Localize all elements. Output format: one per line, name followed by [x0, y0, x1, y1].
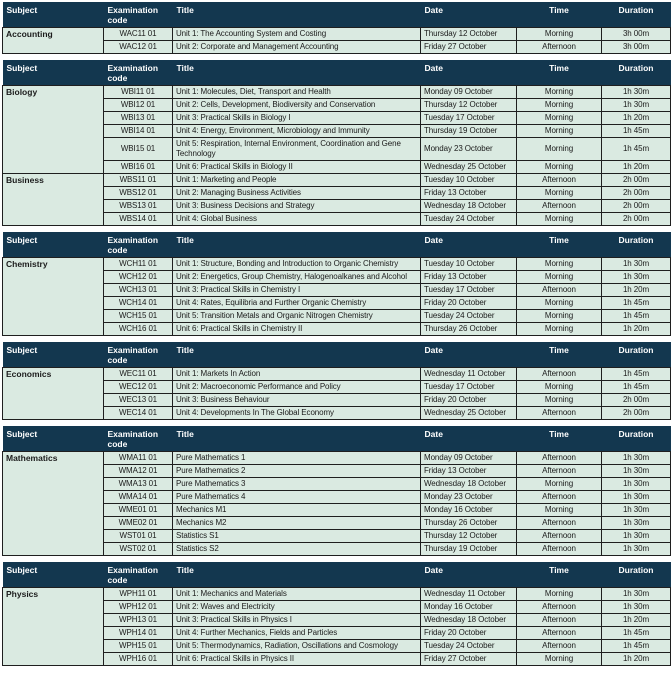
date-cell: Friday 27 October	[421, 653, 517, 666]
column-header-subject: Subject	[3, 2, 104, 28]
date-cell: Monday 23 October	[421, 491, 517, 504]
date-cell: Friday 27 October	[421, 41, 517, 54]
duration-cell: 1h 30m	[602, 491, 671, 504]
title-cell: Unit 1: Molecules, Diet, Transport and Health	[173, 86, 421, 99]
code-cell: WST02 01	[104, 543, 173, 556]
date-cell: Tuesday 17 October	[421, 284, 517, 297]
title-cell: Unit 2: Macroeconomic Performance and Policy	[173, 381, 421, 394]
column-header-date: Date	[421, 562, 517, 588]
exam-row-wac11-01	[3, 28, 671, 41]
column-header-title: Title	[173, 562, 421, 588]
exam-row-wst02-01	[3, 543, 671, 556]
date-cell: Wednesday 18 October	[421, 200, 517, 213]
code-cell: WAC12 01	[104, 41, 173, 54]
code-cell: WME01 01	[104, 504, 173, 517]
code-cell: WCH11 01	[104, 258, 173, 271]
column-header-date: Date	[421, 232, 517, 258]
column-header-title: Title	[173, 426, 421, 452]
column-header-duration: Duration	[602, 232, 671, 258]
time-cell: Afternoon	[517, 200, 602, 213]
column-header-time: Time	[517, 342, 602, 368]
column-header-title: Title	[173, 342, 421, 368]
exam-row-wch11-01	[3, 258, 671, 271]
title-cell: Unit 6: Practical Skills in Biology II	[173, 161, 421, 174]
column-header-duration: Duration	[602, 342, 671, 368]
code-cell: WEC13 01	[104, 394, 173, 407]
time-cell: Morning	[517, 310, 602, 323]
date-cell: Thursday 12 October	[421, 530, 517, 543]
date-cell: Thursday 26 October	[421, 323, 517, 336]
time-cell: Morning	[517, 161, 602, 174]
time-cell: Morning	[517, 28, 602, 41]
column-header-subject: Subject	[3, 232, 104, 258]
code-cell: WCH16 01	[104, 323, 173, 336]
duration-cell: 3h 00m	[602, 28, 671, 41]
column-header-date: Date	[421, 426, 517, 452]
exam-row-wph13-01	[3, 614, 671, 627]
time-cell: Afternoon	[517, 284, 602, 297]
date-cell: Wednesday 25 October	[421, 407, 517, 420]
date-cell: Monday 16 October	[421, 504, 517, 517]
timetable-block-1	[2, 60, 671, 226]
exam-row-wma13-01	[3, 478, 671, 491]
header-row	[3, 342, 671, 368]
duration-cell: 1h 30m	[602, 588, 671, 601]
duration-cell: 1h 30m	[602, 99, 671, 112]
column-header-date: Date	[421, 342, 517, 368]
title-cell: Unit 2: Waves and Electricity	[173, 601, 421, 614]
column-header-duration: Duration	[602, 2, 671, 28]
date-cell: Monday 23 October	[421, 138, 517, 161]
date-cell: Thursday 19 October	[421, 125, 517, 138]
column-header-subject: Subject	[3, 60, 104, 86]
subject-cell-mathematics: Mathematics	[3, 452, 104, 556]
duration-cell: 2h 00m	[602, 200, 671, 213]
column-header-time: Time	[517, 562, 602, 588]
column-header-title: Title	[173, 232, 421, 258]
column-header-date: Date	[421, 2, 517, 28]
exam-row-wph15-01	[3, 640, 671, 653]
code-cell: WBI16 01	[104, 161, 173, 174]
code-cell: WST01 01	[104, 530, 173, 543]
title-cell: Unit 4: Global Business	[173, 213, 421, 226]
code-cell: WBI11 01	[104, 86, 173, 99]
exam-row-wch14-01	[3, 297, 671, 310]
time-cell: Afternoon	[517, 174, 602, 187]
exam-row-wbi13-01	[3, 112, 671, 125]
title-cell: Pure Mathematics 2	[173, 465, 421, 478]
code-cell: WCH15 01	[104, 310, 173, 323]
header-row	[3, 2, 671, 28]
column-header-duration: Duration	[602, 562, 671, 588]
duration-cell: 1h 45m	[602, 627, 671, 640]
date-cell: Wednesday 11 October	[421, 588, 517, 601]
date-cell: Thursday 19 October	[421, 543, 517, 556]
exam-row-wst01-01	[3, 530, 671, 543]
duration-cell: 1h 20m	[602, 112, 671, 125]
title-cell: Unit 4: Energy, Environment, Microbiology and Immunity	[173, 125, 421, 138]
column-header-examination-code: Examination code	[104, 232, 173, 258]
column-header-examination-code: Examination code	[104, 426, 173, 452]
title-cell: Unit 1: Marketing and People	[173, 174, 421, 187]
time-cell: Morning	[517, 653, 602, 666]
exam-row-wma12-01	[3, 465, 671, 478]
exam-row-wph11-01	[3, 588, 671, 601]
duration-cell: 1h 20m	[602, 614, 671, 627]
exam-row-wbs13-01	[3, 200, 671, 213]
title-cell: Unit 4: Developments In The Global Economy	[173, 407, 421, 420]
code-cell: WCH13 01	[104, 284, 173, 297]
title-cell: Unit 3: Practical Skills in Physics I	[173, 614, 421, 627]
duration-cell: 1h 30m	[602, 271, 671, 284]
duration-cell: 1h 30m	[602, 504, 671, 517]
duration-cell: 1h 45m	[602, 368, 671, 381]
duration-cell: 1h 20m	[602, 161, 671, 174]
code-cell: WPH14 01	[104, 627, 173, 640]
timetable-block-5	[2, 562, 671, 666]
title-cell: Unit 5: Thermodynamics, Radiation, Oscillations and Cosmology	[173, 640, 421, 653]
title-cell: Statistics S1	[173, 530, 421, 543]
date-cell: Thursday 26 October	[421, 517, 517, 530]
title-cell: Unit 1: Structure, Bonding and Introduction to Organic Chemistry	[173, 258, 421, 271]
date-cell: Friday 13 October	[421, 465, 517, 478]
time-cell: Afternoon	[517, 41, 602, 54]
column-header-title: Title	[173, 2, 421, 28]
exam-row-wph14-01	[3, 627, 671, 640]
title-cell: Statistics S2	[173, 543, 421, 556]
time-cell: Morning	[517, 86, 602, 99]
time-cell: Afternoon	[517, 627, 602, 640]
date-cell: Monday 09 October	[421, 86, 517, 99]
time-cell: Morning	[517, 187, 602, 200]
code-cell: WBS14 01	[104, 213, 173, 226]
duration-cell: 1h 20m	[602, 653, 671, 666]
code-cell: WBS13 01	[104, 200, 173, 213]
duration-cell: 1h 30m	[602, 452, 671, 465]
title-cell: Pure Mathematics 3	[173, 478, 421, 491]
code-cell: WEC12 01	[104, 381, 173, 394]
time-cell: Morning	[517, 504, 602, 517]
date-cell: Wednesday 11 October	[421, 368, 517, 381]
title-cell: Unit 4: Further Mechanics, Fields and Particles	[173, 627, 421, 640]
time-cell: Morning	[517, 588, 602, 601]
code-cell: WBI13 01	[104, 112, 173, 125]
code-cell: WEC11 01	[104, 368, 173, 381]
time-cell: Morning	[517, 478, 602, 491]
title-cell: Mechanics M1	[173, 504, 421, 517]
code-cell: WMA14 01	[104, 491, 173, 504]
code-cell: WAC11 01	[104, 28, 173, 41]
duration-cell: 1h 45m	[602, 381, 671, 394]
column-header-time: Time	[517, 60, 602, 86]
date-cell: Wednesday 25 October	[421, 161, 517, 174]
column-header-subject: Subject	[3, 426, 104, 452]
column-header-date: Date	[421, 60, 517, 86]
duration-cell: 1h 45m	[602, 640, 671, 653]
exam-row-wch12-01	[3, 271, 671, 284]
title-cell: Unit 2: Energetics, Group Chemistry, Halogenoalkanes and Alcohol	[173, 271, 421, 284]
exam-row-wac12-01	[3, 41, 671, 54]
title-cell: Unit 6: Practical Skills in Chemistry II	[173, 323, 421, 336]
subject-cell-chemistry: Chemistry	[3, 258, 104, 336]
exam-row-wme01-01	[3, 504, 671, 517]
date-cell: Wednesday 18 October	[421, 614, 517, 627]
code-cell: WPH12 01	[104, 601, 173, 614]
column-header-examination-code: Examination code	[104, 342, 173, 368]
duration-cell: 1h 30m	[602, 530, 671, 543]
exam-row-wbs14-01	[3, 213, 671, 226]
subject-cell-physics: Physics	[3, 588, 104, 666]
time-cell: Morning	[517, 381, 602, 394]
time-cell: Afternoon	[517, 517, 602, 530]
column-header-duration: Duration	[602, 60, 671, 86]
code-cell: WCH12 01	[104, 271, 173, 284]
date-cell: Wednesday 18 October	[421, 478, 517, 491]
duration-cell: 1h 30m	[602, 258, 671, 271]
exam-row-wec14-01	[3, 407, 671, 420]
exam-row-wch16-01	[3, 323, 671, 336]
timetable-block-4	[2, 426, 671, 556]
code-cell: WCH14 01	[104, 297, 173, 310]
title-cell: Unit 1: The Accounting System and Costing	[173, 28, 421, 41]
code-cell: WBS11 01	[104, 174, 173, 187]
timetable-block-0	[2, 2, 671, 54]
title-cell: Pure Mathematics 1	[173, 452, 421, 465]
title-cell: Mechanics M2	[173, 517, 421, 530]
duration-cell: 1h 20m	[602, 284, 671, 297]
time-cell: Morning	[517, 258, 602, 271]
time-cell: Afternoon	[517, 601, 602, 614]
code-cell: WPH15 01	[104, 640, 173, 653]
duration-cell: 2h 00m	[602, 174, 671, 187]
exam-row-wph12-01	[3, 601, 671, 614]
code-cell: WPH11 01	[104, 588, 173, 601]
title-cell: Pure Mathematics 4	[173, 491, 421, 504]
column-header-subject: Subject	[3, 342, 104, 368]
code-cell: WMA13 01	[104, 478, 173, 491]
column-header-time: Time	[517, 426, 602, 452]
date-cell: Friday 13 October	[421, 187, 517, 200]
date-cell: Tuesday 24 October	[421, 213, 517, 226]
time-cell: Afternoon	[517, 491, 602, 504]
subject-cell-biology: Biology	[3, 86, 104, 174]
duration-cell: 1h 30m	[602, 517, 671, 530]
column-header-examination-code: Examination code	[104, 60, 173, 86]
date-cell: Tuesday 24 October	[421, 310, 517, 323]
title-cell: Unit 3: Business Decisions and Strategy	[173, 200, 421, 213]
time-cell: Afternoon	[517, 465, 602, 478]
code-cell: WEC14 01	[104, 407, 173, 420]
date-cell: Monday 09 October	[421, 452, 517, 465]
subject-cell-accounting: Accounting	[3, 28, 104, 54]
time-cell: Morning	[517, 394, 602, 407]
time-cell: Afternoon	[517, 530, 602, 543]
title-cell: Unit 5: Respiration, Internal Environment, Coordination and Gene Technology	[173, 138, 421, 161]
duration-cell: 1h 45m	[602, 125, 671, 138]
exam-row-wbi15-01	[3, 138, 671, 161]
duration-cell: 1h 30m	[602, 478, 671, 491]
title-cell: Unit 4: Rates, Equilibria and Further Organic Chemistry	[173, 297, 421, 310]
time-cell: Afternoon	[517, 614, 602, 627]
code-cell: WBS12 01	[104, 187, 173, 200]
title-cell: Unit 5: Transition Metals and Organic Nitrogen Chemistry	[173, 310, 421, 323]
duration-cell: 1h 20m	[602, 323, 671, 336]
exam-row-wph16-01	[3, 653, 671, 666]
date-cell: Tuesday 17 October	[421, 112, 517, 125]
duration-cell: 1h 30m	[602, 543, 671, 556]
duration-cell: 2h 00m	[602, 407, 671, 420]
date-cell: Friday 20 October	[421, 394, 517, 407]
code-cell: WBI15 01	[104, 138, 173, 161]
date-cell: Tuesday 24 October	[421, 640, 517, 653]
duration-cell: 1h 45m	[602, 297, 671, 310]
exam-row-wbi14-01	[3, 125, 671, 138]
time-cell: Morning	[517, 112, 602, 125]
time-cell: Afternoon	[517, 368, 602, 381]
duration-cell: 1h 45m	[602, 310, 671, 323]
column-header-examination-code: Examination code	[104, 2, 173, 28]
date-cell: Friday 13 October	[421, 271, 517, 284]
time-cell: Morning	[517, 323, 602, 336]
timetable-block-3	[2, 342, 671, 420]
duration-cell: 1h 30m	[602, 86, 671, 99]
date-cell: Thursday 12 October	[421, 99, 517, 112]
duration-cell: 2h 00m	[602, 394, 671, 407]
exam-row-wbi11-01	[3, 86, 671, 99]
duration-cell: 2h 00m	[602, 213, 671, 226]
timetable-block-2	[2, 232, 671, 336]
time-cell: Morning	[517, 125, 602, 138]
code-cell: WPH16 01	[104, 653, 173, 666]
exam-row-wch15-01	[3, 310, 671, 323]
column-header-title: Title	[173, 60, 421, 86]
time-cell: Morning	[517, 138, 602, 161]
header-row	[3, 232, 671, 258]
code-cell: WMA11 01	[104, 452, 173, 465]
header-row	[3, 562, 671, 588]
title-cell: Unit 2: Cells, Development, Biodiversity and Conservation	[173, 99, 421, 112]
exam-row-wme02-01	[3, 517, 671, 530]
title-cell: Unit 3: Practical Skills in Biology I	[173, 112, 421, 125]
code-cell: WME02 01	[104, 517, 173, 530]
time-cell: Afternoon	[517, 452, 602, 465]
column-header-subject: Subject	[3, 562, 104, 588]
title-cell: Unit 1: Mechanics and Materials	[173, 588, 421, 601]
date-cell: Tuesday 17 October	[421, 381, 517, 394]
exam-row-wbi16-01	[3, 161, 671, 174]
time-cell: Morning	[517, 99, 602, 112]
time-cell: Afternoon	[517, 543, 602, 556]
header-row	[3, 60, 671, 86]
title-cell: Unit 6: Practical Skills in Physics II	[173, 653, 421, 666]
code-cell: WBI14 01	[104, 125, 173, 138]
title-cell: Unit 2: Managing Business Activities	[173, 187, 421, 200]
header-row	[3, 426, 671, 452]
duration-cell: 1h 30m	[602, 465, 671, 478]
exam-row-wma11-01	[3, 452, 671, 465]
subject-cell-business: Business	[3, 174, 104, 226]
date-cell: Friday 20 October	[421, 297, 517, 310]
title-cell: Unit 1: Markets In Action	[173, 368, 421, 381]
duration-cell: 1h 45m	[602, 138, 671, 161]
time-cell: Afternoon	[517, 407, 602, 420]
date-cell: Friday 20 October	[421, 627, 517, 640]
time-cell: Morning	[517, 297, 602, 310]
time-cell: Morning	[517, 271, 602, 284]
column-header-duration: Duration	[602, 426, 671, 452]
date-cell: Thursday 12 October	[421, 28, 517, 41]
code-cell: WPH13 01	[104, 614, 173, 627]
exam-row-wch13-01	[3, 284, 671, 297]
time-cell: Afternoon	[517, 640, 602, 653]
exam-row-wbs11-01	[3, 174, 671, 187]
title-cell: Unit 3: Practical Skills in Chemistry I	[173, 284, 421, 297]
duration-cell: 1h 30m	[602, 601, 671, 614]
title-cell: Unit 3: Business Behaviour	[173, 394, 421, 407]
code-cell: WBI12 01	[104, 99, 173, 112]
date-cell: Monday 16 October	[421, 601, 517, 614]
subject-cell-economics: Economics	[3, 368, 104, 420]
exam-row-wec11-01	[3, 368, 671, 381]
duration-cell: 2h 00m	[602, 187, 671, 200]
column-header-time: Time	[517, 232, 602, 258]
exam-row-wec13-01	[3, 394, 671, 407]
title-cell: Unit 2: Corporate and Management Accounting	[173, 41, 421, 54]
date-cell: Tuesday 10 October	[421, 258, 517, 271]
duration-cell: 3h 00m	[602, 41, 671, 54]
column-header-examination-code: Examination code	[104, 562, 173, 588]
column-header-time: Time	[517, 2, 602, 28]
exam-row-wbs12-01	[3, 187, 671, 200]
code-cell: WMA12 01	[104, 465, 173, 478]
exam-row-wbi12-01	[3, 99, 671, 112]
time-cell: Morning	[517, 213, 602, 226]
exam-row-wma14-01	[3, 491, 671, 504]
date-cell: Tuesday 10 October	[421, 174, 517, 187]
exam-row-wec12-01	[3, 381, 671, 394]
